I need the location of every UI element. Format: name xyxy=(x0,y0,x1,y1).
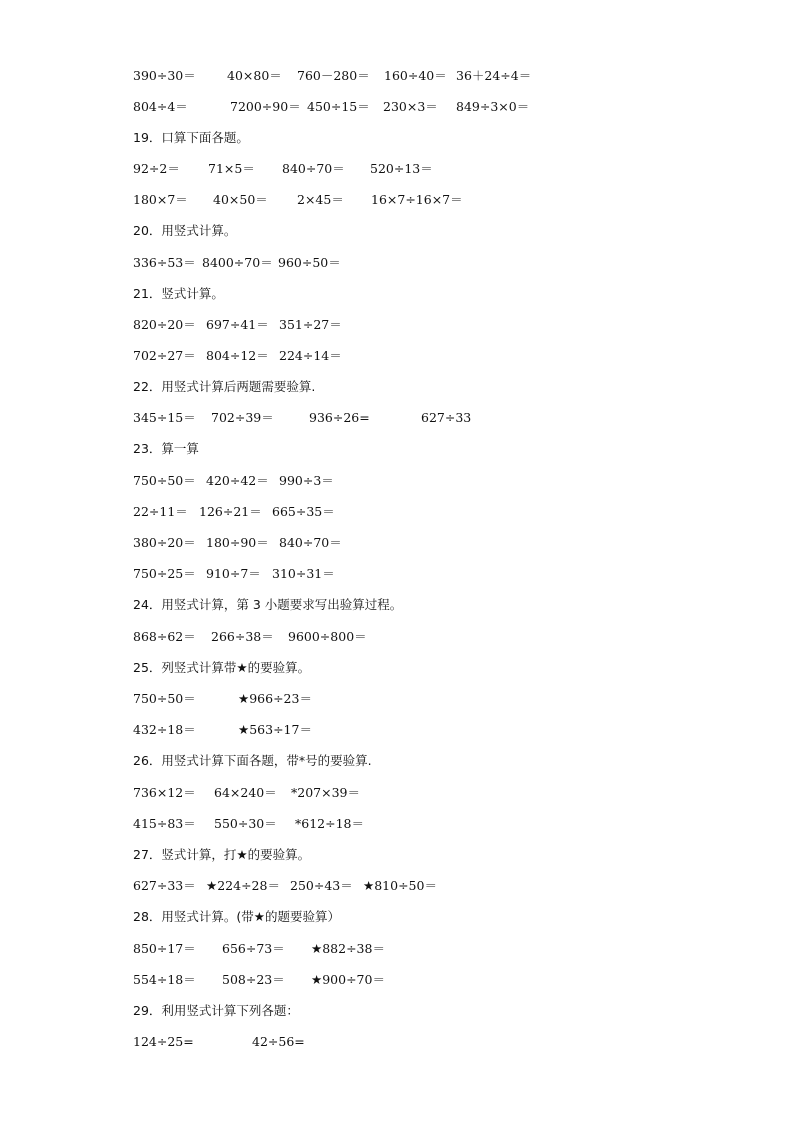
exercise: 180÷90＝ xyxy=(206,535,269,550)
exercise: 804÷12＝ xyxy=(206,348,269,363)
question-heading: 24．用竖式计算，第 3 小题要求写出验算过程。 xyxy=(133,597,403,612)
exercise: 71×5＝ xyxy=(208,161,255,176)
exercise: 868÷62＝ xyxy=(133,629,196,644)
exercise: 126÷21＝ xyxy=(199,504,262,519)
exercise: 736×12＝ xyxy=(133,785,196,800)
exercise: 520÷13＝ xyxy=(370,161,433,176)
exercise: 936÷26= xyxy=(309,410,370,425)
exercise: ★563÷17＝ xyxy=(238,722,312,737)
exercise: ★882÷38＝ xyxy=(311,941,385,956)
question-heading: 27．竖式计算，打★的要验算。 xyxy=(133,847,311,862)
exercise: 92÷2＝ xyxy=(133,161,180,176)
exercise: 627÷33＝ xyxy=(133,878,196,893)
exercise: 345÷15＝ xyxy=(133,410,196,425)
exercise: ★900÷70＝ xyxy=(311,972,385,987)
exercise: 910÷7＝ xyxy=(206,566,261,581)
exercise: ★224÷28＝ xyxy=(206,878,280,893)
exercise: 750÷25＝ xyxy=(133,566,196,581)
exercise: 9600÷800＝ xyxy=(288,629,367,644)
question-heading: 20．用竖式计算。 xyxy=(133,223,237,238)
exercise: 990÷3＝ xyxy=(279,473,334,488)
exercise: 656÷73＝ xyxy=(222,941,285,956)
exercise: *612÷18＝ xyxy=(295,816,364,831)
exercise: *207×39＝ xyxy=(291,785,360,800)
exercise: 702÷27＝ xyxy=(133,348,196,363)
exercise: 40×80＝ xyxy=(227,68,282,83)
question-heading: 28．用竖式计算。(带★的题要验算） xyxy=(133,909,340,924)
exercise: 16×7÷16×7＝ xyxy=(371,192,463,207)
exercise: 849÷3×0＝ xyxy=(456,99,530,114)
exercise: 124÷25= xyxy=(133,1034,194,1049)
exercise: 40×50＝ xyxy=(213,192,268,207)
exercise: 250÷43＝ xyxy=(290,878,353,893)
question-heading: 29．利用竖式计算下列各题： xyxy=(133,1003,299,1018)
exercise: 627÷33 xyxy=(421,410,472,425)
exercise: 380÷20＝ xyxy=(133,535,196,550)
exercise: 760－280＝ xyxy=(297,68,370,83)
exercise: 42÷56= xyxy=(252,1034,305,1049)
exercise: 415÷83＝ xyxy=(133,816,196,831)
exercise: 22÷11＝ xyxy=(133,504,188,519)
exercise: 840÷70＝ xyxy=(279,535,342,550)
exercise: ★966÷23＝ xyxy=(238,691,312,706)
exercise: 804÷4＝ xyxy=(133,99,188,114)
question-heading: 22．用竖式计算后两题需要验算. xyxy=(133,379,316,394)
exercise: 230×3＝ xyxy=(383,99,438,114)
exercise: 7200÷90＝ xyxy=(230,99,301,114)
exercise: 420÷42＝ xyxy=(206,473,269,488)
exercise: 554÷18＝ xyxy=(133,972,196,987)
exercise: 266÷38＝ xyxy=(211,629,274,644)
question-heading: 25．列竖式计算带★的要验算。 xyxy=(133,660,311,675)
exercise: 750÷50＝ xyxy=(133,691,196,706)
exercise: 820÷20＝ xyxy=(133,317,196,332)
question-heading: 21．竖式计算。 xyxy=(133,286,224,301)
exercise: 450÷15＝ xyxy=(307,99,370,114)
exercise: 850÷17＝ xyxy=(133,941,196,956)
question-heading: 19．口算下面各题。 xyxy=(133,130,249,145)
exercise: 64×240＝ xyxy=(214,785,277,800)
exercise: 432÷18＝ xyxy=(133,722,196,737)
exercise: 310÷31＝ xyxy=(272,566,335,581)
exercise: 180×7＝ xyxy=(133,192,188,207)
exercise: 750÷50＝ xyxy=(133,473,196,488)
exercise: 702÷39＝ xyxy=(211,410,274,425)
exercise: 2×45＝ xyxy=(297,192,344,207)
exercise: 224÷14＝ xyxy=(279,348,342,363)
exercise: 351÷27＝ xyxy=(279,317,342,332)
exercise: 390÷30＝ xyxy=(133,68,196,83)
exercise: ★810÷50＝ xyxy=(363,878,437,893)
exercise: 960÷50＝ xyxy=(278,255,341,270)
question-heading: 26．用竖式计算下面各题，带*号的要验算. xyxy=(133,753,372,768)
exercise: 697÷41＝ xyxy=(206,317,269,332)
exercise: 508÷23＝ xyxy=(222,972,285,987)
exercise: 665÷35＝ xyxy=(272,504,335,519)
exercise: 550÷30＝ xyxy=(214,816,277,831)
exercise: 36＋24÷4＝ xyxy=(456,68,532,83)
exercise: 8400÷70＝ xyxy=(202,255,273,270)
question-heading: 23．算一算 xyxy=(133,441,199,456)
exercise: 336÷53＝ xyxy=(133,255,196,270)
exercise: 840÷70＝ xyxy=(282,161,345,176)
exercise: 160÷40＝ xyxy=(384,68,447,83)
